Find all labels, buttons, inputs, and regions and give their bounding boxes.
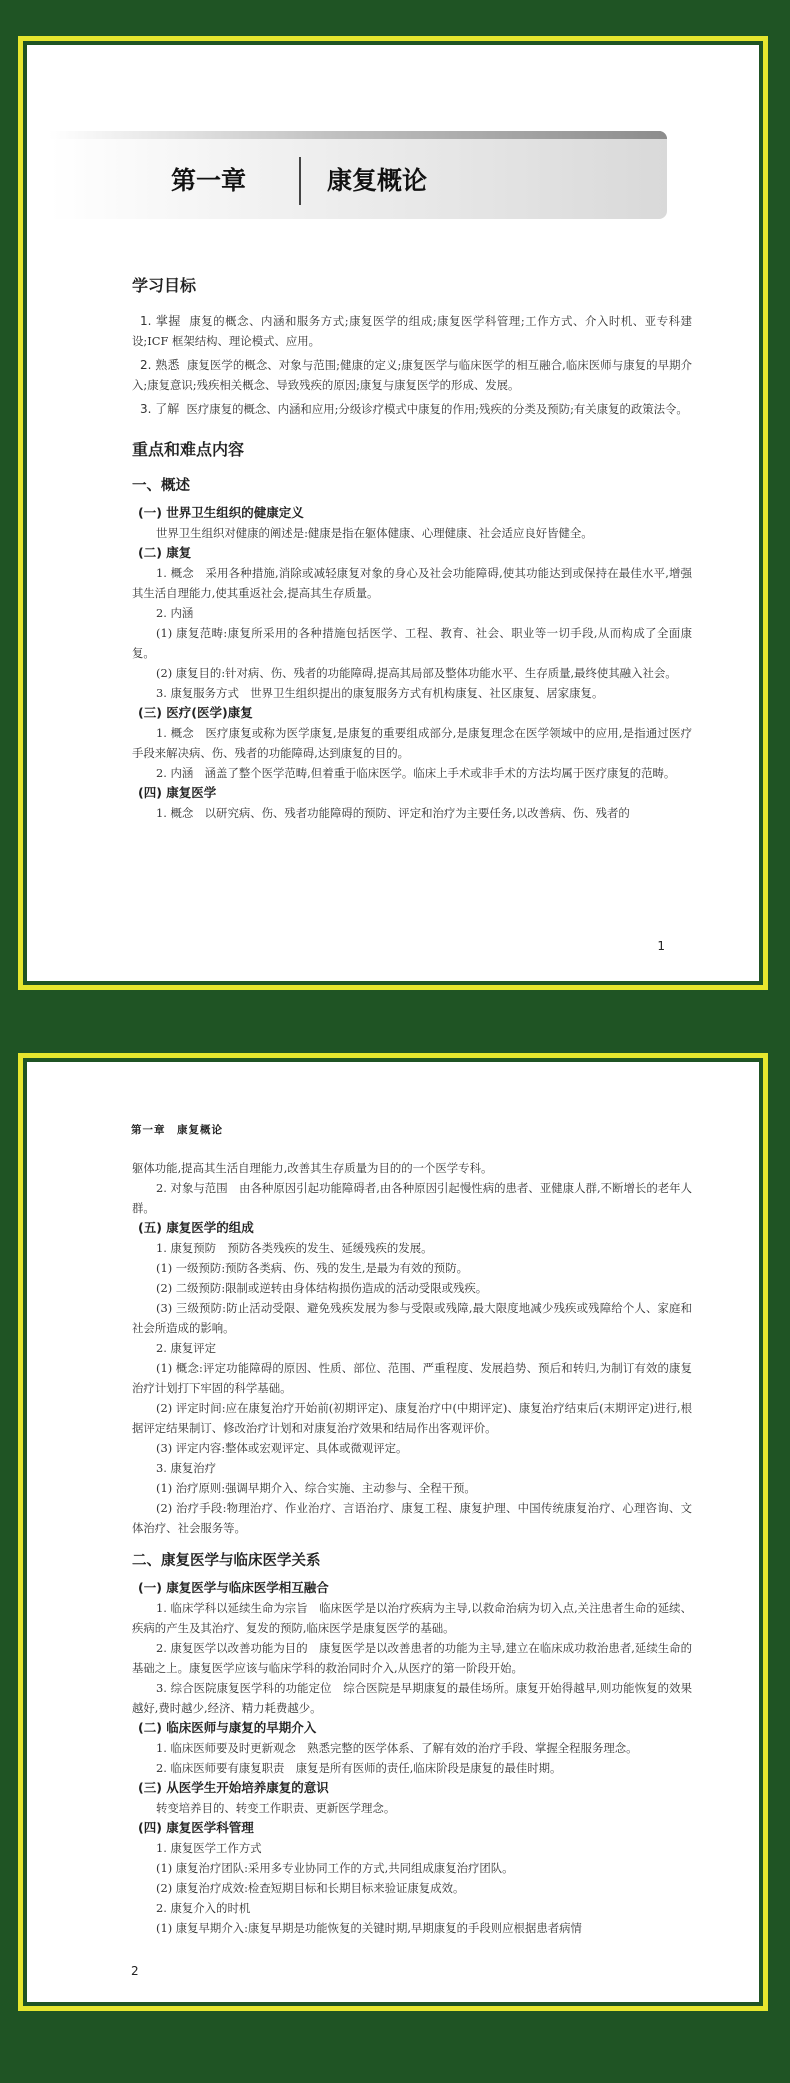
- chapter-number: 第一章: [171, 166, 247, 195]
- page-number: 2: [131, 1964, 139, 1978]
- subsection-heading: (二) 康复: [138, 545, 192, 560]
- objective-text: 医疗康复的概念、内涵和应用;分级诊疗模式中康复的作用;残疾的分类及预防;有关康复的政策法令。: [186, 402, 688, 416]
- section-heading: 二、康复医学与临床医学关系: [132, 1553, 321, 1569]
- running-head: 第一章 康复概论: [131, 1124, 223, 1136]
- chapter-banner: [49, 131, 667, 219]
- subsection-heading: (三) 从医学生开始培养康复的意识: [138, 1780, 329, 1795]
- chapter-divider: [299, 157, 301, 205]
- paragraph: 2. 对象与范围 由各种原因引起功能障碍者,由各种原因引起慢性病的患者、亚健康人群,不断增长的老年人群。: [132, 1181, 692, 1215]
- objective-lead: 3. 了解: [140, 402, 180, 416]
- document-page-1: [27, 45, 759, 981]
- paragraph: 躯体功能,提高其生活自理能力,改善其生存质量为目的的一个医学专科。: [132, 1161, 493, 1175]
- objective-lead: 2. 熟悉: [140, 358, 180, 372]
- page-1-content: [132, 275, 692, 823]
- page-number: 1: [657, 939, 665, 953]
- objective-item: [132, 399, 692, 419]
- page-frame-2: [18, 1053, 768, 2011]
- paragraph: 3. 康复治疗: [156, 1461, 217, 1475]
- paragraph: 2. 临床医师要有康复职责 康复是所有医师的责任,临床阶段是康复的最佳时期。: [156, 1761, 562, 1775]
- subsection-heading: (四) 康复医学科管理: [138, 1820, 254, 1835]
- section-heading: 一、概述: [132, 478, 190, 494]
- paragraph: (1) 康复范畴:康复所采用的各种措施包括医学、工程、教育、社会、职业等一切手段,从而构成了全面康复。: [132, 626, 692, 660]
- document-page-2: [27, 1062, 759, 2002]
- paragraph: (1) 一级预防:预防各类病、伤、残的发生,是最为有效的预防。: [156, 1261, 468, 1275]
- paragraph: (1) 康复早期介入:康复早期是功能恢复的关键时期,早期康复的手段则应根据患者病情: [156, 1921, 582, 1935]
- paragraph: 1. 康复预防 预防各类残疾的发生、延缓残疾的发展。: [156, 1241, 433, 1255]
- objective-text: 康复的概念、内涵和服务方式;康复医学的组成;康复医学科管理;工作方式、介入时机、亚专科建设;ICF 框架结构、理论模式、应用。: [132, 314, 693, 348]
- key-points-heading: 重点和难点内容: [132, 440, 245, 459]
- subsection-heading: (一) 康复医学与临床医学相互融合: [138, 1580, 329, 1595]
- objective-text: 康复医学的概念、对象与范围;健康的定义;康复医学与临床医学的相互融合,临床医师与康复的早期介入;康复意识;残疾相关概念、导致残疾的原因;康复与康复医学的形成、发展。: [132, 358, 692, 392]
- paragraph: 2. 康复评定: [156, 1341, 217, 1355]
- paragraph: 2. 康复医学以改善功能为目的 康复医学是以改善患者的功能为主导,建立在临床成功救治患者,延续生命的基础之上。康复医学应该与临床学科的救治同时介入,从医疗的第一阶段开始。: [132, 1641, 692, 1675]
- subsection-heading: (二) 临床医师与康复的早期介入: [138, 1720, 317, 1735]
- objective-item: [132, 355, 692, 395]
- paragraph: 1. 临床医师要及时更新观念 熟悉完整的医学体系、了解有效的治疗手段、掌握全程服务理念。: [156, 1741, 638, 1755]
- chapter-title: 康复概论: [327, 166, 428, 195]
- paragraph: 2. 康复介入的时机: [156, 1901, 251, 1915]
- paragraph: (3) 三级预防:防止活动受限、避免残疾发展为参与受限或残障,最大限度地减少残疾或残障给个人、家庭和社会所造成的影响。: [132, 1301, 692, 1335]
- paragraph: 转变培养目的、转变工作职责、更新医学理念。: [156, 1801, 396, 1815]
- paragraph: (2) 评定时间:应在康复治疗开始前(初期评定)、康复治疗中(中期评定)、康复治疗结束后(末期评定)进行,根据评定结果制订、修改治疗计划和对康复治疗效果和结局作出客观评价。: [132, 1401, 692, 1435]
- paragraph: (2) 康复治疗成效:检查短期目标和长期目标来验证康复成效。: [156, 1881, 465, 1895]
- paragraph: 2. 内涵: [156, 606, 194, 620]
- paragraph: 1. 概念 以研究病、伤、残者功能障碍的预防、评定和治疗为主要任务,以改善病、伤、残者的: [156, 806, 630, 820]
- paragraph: 3. 康复服务方式 世界卫生组织提出的康复服务方式有机构康复、社区康复、居家康复。: [156, 686, 604, 700]
- paragraph: (2) 康复目的:针对病、伤、残者的功能障碍,提高其局部及整体功能水平、生存质量,最终使其融入社会。: [156, 666, 677, 680]
- subsection-heading: (五) 康复医学的组成: [138, 1220, 254, 1235]
- paragraph: 2. 内涵 涵盖了整个医学范畴,但着重于临床医学。临床上手术或非手术的方法均属于医疗康复的范畴。: [156, 766, 676, 780]
- subsection-heading: (三) 医疗(医学)康复: [138, 705, 253, 720]
- objective-item: [132, 311, 692, 351]
- paragraph: (1) 概念:评定功能障碍的原因、性质、部位、范围、严重程度、发展趋势、预后和转归,为制订有效的康复治疗计划打下牢固的科学基础。: [132, 1361, 692, 1395]
- paragraph: 世界卫生组织对健康的阐述是:健康是指在躯体健康、心理健康、社会适应良好皆健全。: [156, 526, 593, 540]
- paragraph: (3) 评定内容:整体或宏观评定、具体或微观评定。: [156, 1441, 408, 1455]
- paragraph: 1. 临床学科以延续生命为宗旨 临床医学是以治疗疾病为主导,以救命治病为切入点,关注患者生命的延续、疾病的产生及其治疗、复发的预防,临床医学是康复医学的基础。: [132, 1601, 692, 1635]
- paragraph: 1. 概念 采用各种措施,消除或减轻康复对象的身心及社会功能障碍,使其功能达到或保持在最佳水平,增强其生活自理能力,使其重返社会,提高其生存质量。: [132, 566, 692, 600]
- subsection-heading: (四) 康复医学: [138, 785, 217, 800]
- page-frame-1: [18, 36, 768, 990]
- paragraph: (2) 二级预防:限制或逆转由身体结构损伤造成的活动受限或残疾。: [156, 1281, 488, 1295]
- paragraph: (1) 治疗原则:强调早期介入、综合实施、主动参与、全程干预。: [156, 1481, 476, 1495]
- paragraph: 3. 综合医院康复医学科的功能定位 综合医院是早期康复的最佳场所。康复开始得越早,则功能恢复的效果越好,费时越少,经济、精力耗费越少。: [132, 1681, 692, 1715]
- paragraph: 1. 概念 医疗康复或称为医学康复,是康复的重要组成部分,是康复理念在医学领域中的应用,是指通过医疗手段来解决病、伤、残者的功能障碍,达到康复的目的。: [132, 726, 692, 760]
- objective-lead: 1. 掌握: [140, 314, 181, 328]
- page-2-content: [132, 1158, 692, 1938]
- paragraph: (1) 康复治疗团队:采用多专业协同工作的方式,共同组成康复治疗团队。: [156, 1861, 514, 1875]
- objectives-heading: 学习目标: [132, 276, 197, 295]
- paragraph: (2) 治疗手段:物理治疗、作业治疗、言语治疗、康复工程、康复护理、中国传统康复治疗、心理咨询、文体治疗、社会服务等。: [132, 1501, 692, 1535]
- paragraph: 1. 康复医学工作方式: [156, 1841, 262, 1855]
- subsection-heading: (一) 世界卫生组织的健康定义: [138, 505, 304, 520]
